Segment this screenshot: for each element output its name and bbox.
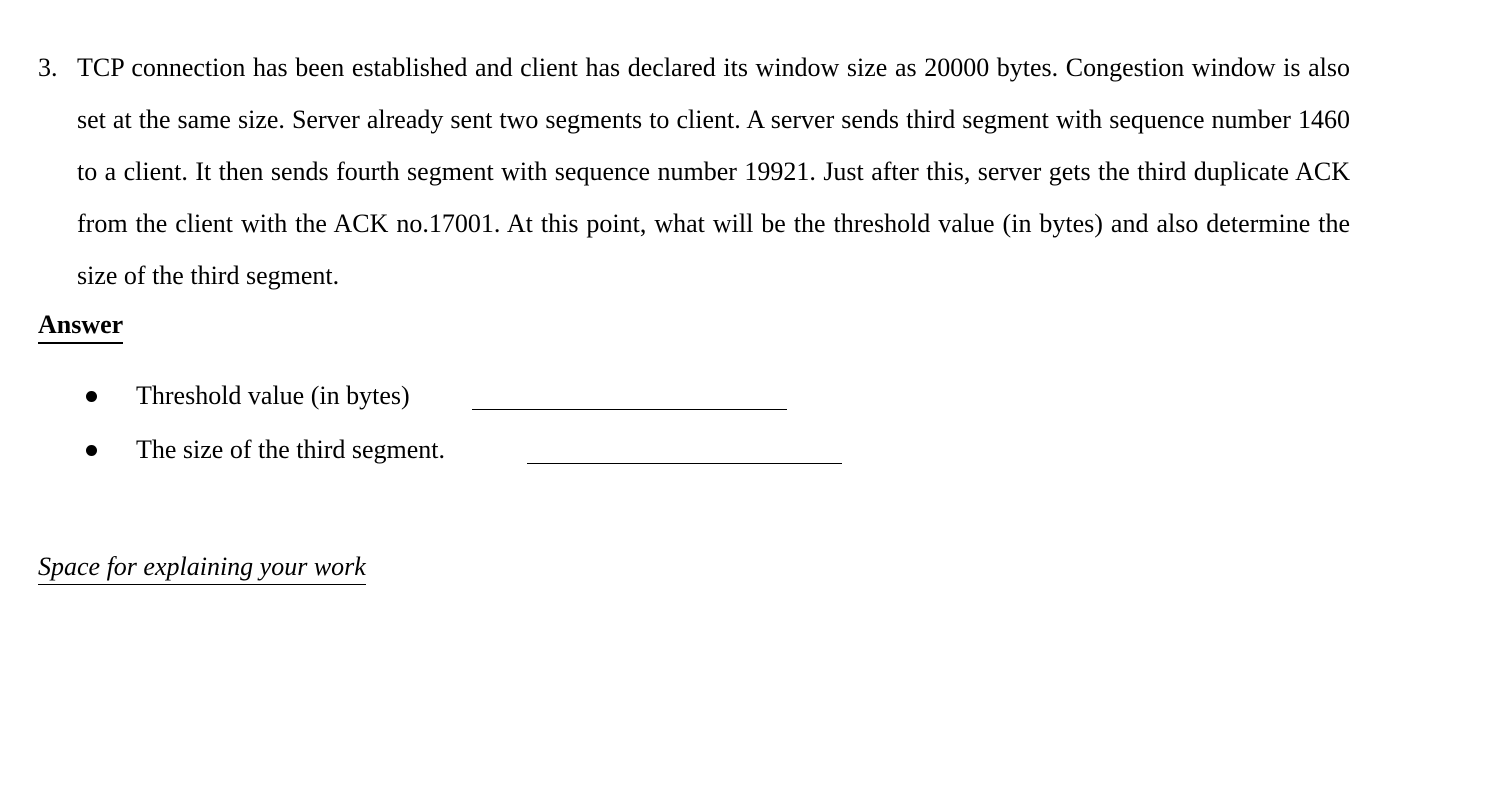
answer-item-segment-size	[0, 430, 850, 470]
answer-item-threshold	[0, 376, 800, 416]
question-number: 3.	[38, 53, 58, 82]
threshold-answer-blank[interactable]	[472, 409, 787, 410]
answer-item-label: The size of the third segment.	[136, 435, 446, 464]
question-block	[38, 42, 1350, 302]
answer-item-label: Threshold value (in bytes)	[136, 381, 410, 410]
question-text: TCP connection has been established and client has declared its window size as 20000 bytes. Congestion window is also set at the same size. Server already sent two segments to client. A server sends third segment with sequence number 1460 to a client. It then sends fourth segment with sequence number 19921. Just after this, server gets the third duplicate ACK from the client with the ACK no.17001. At this point, what will be the threshold value (in bytes) and also determine the size of the third segment.	[77, 53, 1350, 290]
work-area-label: Space for explaining your work	[38, 550, 366, 585]
answer-heading: Answer	[38, 308, 123, 344]
bullet-icon	[86, 391, 97, 402]
segment-size-answer-blank[interactable]	[527, 463, 842, 464]
bullet-icon	[86, 445, 97, 456]
